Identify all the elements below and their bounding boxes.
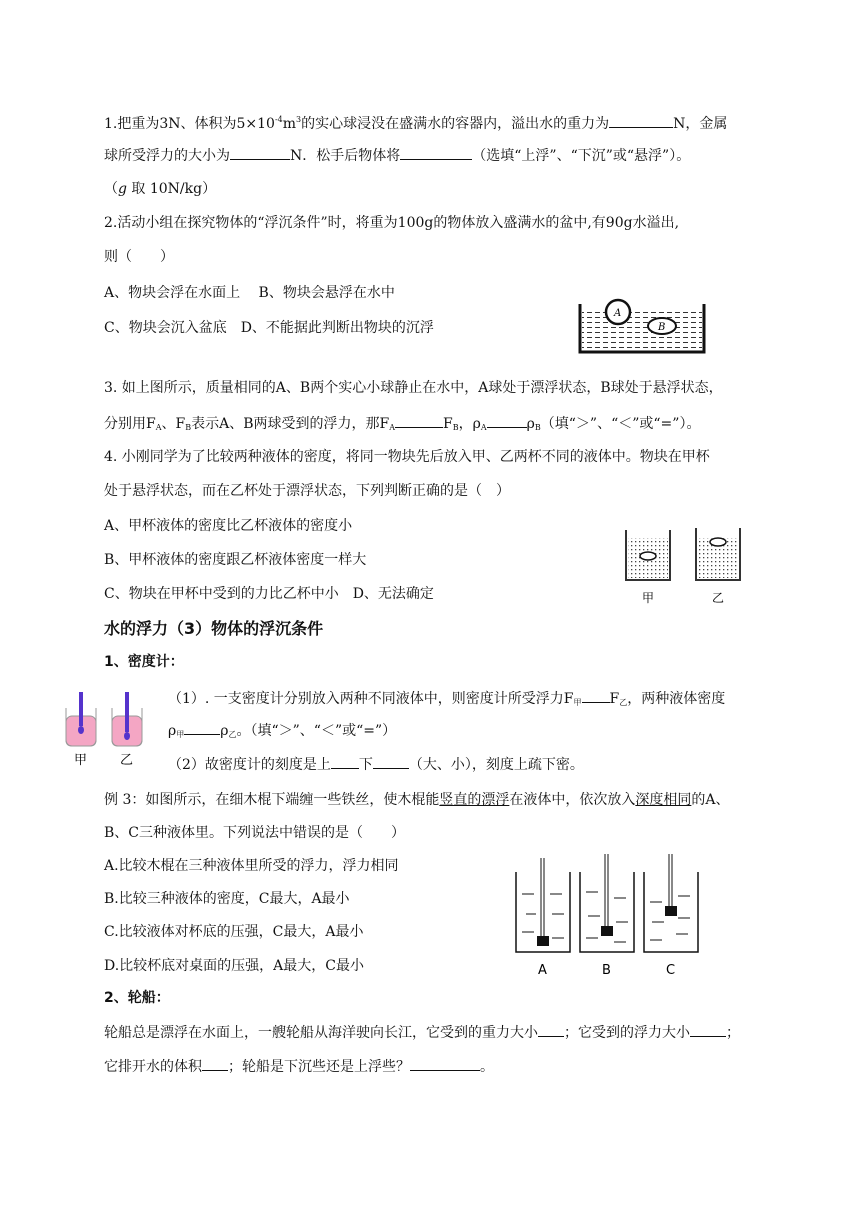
ship-text-a: 轮船总是漂浮在水面上，一艘轮船从海洋驶向长江，它受到的重力大小 bbox=[104, 1025, 538, 1041]
q2-line1: 2.活动小组在探究物体的“浮沉条件”时，将重为100g的物体放入盛满水的盆中,有90g水溢出, bbox=[104, 215, 680, 231]
hydro-sub-yi2: 乙 bbox=[228, 730, 237, 739]
ship-text-d: 它排开水的体积 bbox=[104, 1059, 202, 1075]
hydro-text-a: （1）. 一支密度计分别放入两种不同液体中，则密度计所受浮力F bbox=[168, 691, 574, 707]
ship-line2 bbox=[104, 1056, 494, 1077]
hydro-scale-a: （2）故密度计的刻度是上 bbox=[168, 757, 331, 773]
ship-blank-2[interactable] bbox=[690, 1022, 726, 1037]
hydrometer-q1-line2 bbox=[168, 720, 396, 745]
beaker-label-b: B bbox=[602, 963, 611, 978]
hydro-text-b: F bbox=[609, 691, 620, 707]
ship-blank-3[interactable] bbox=[202, 1056, 228, 1071]
ex3-underline-1: 竖直的漂浮 bbox=[439, 792, 510, 808]
beaker-label-c: C bbox=[666, 963, 676, 978]
q3-text-a: 分别用F bbox=[104, 416, 156, 432]
q2-option-cd: C、物块会沉入盆底 D、不能据此判断出物块的沉浮 bbox=[104, 320, 434, 336]
section-title: 水的浮力（3）物体的浮沉条件 bbox=[104, 619, 324, 638]
ship-blank-4[interactable] bbox=[410, 1056, 480, 1071]
q1-g-symbol: g bbox=[118, 181, 127, 197]
q1-text-a3: N，金属 bbox=[673, 116, 728, 132]
ship-blank-1[interactable] bbox=[538, 1022, 564, 1037]
hydro-rho-a: ρ bbox=[168, 723, 177, 739]
ship-line1 bbox=[104, 1022, 740, 1043]
hydrometer-figure bbox=[62, 688, 154, 768]
q3-sub-b2: B bbox=[452, 423, 459, 432]
q3-blank-1[interactable] bbox=[395, 413, 443, 428]
q1-line1 bbox=[104, 110, 727, 134]
hydro-text-d: 。（填“＞”、“＜”或“=”） bbox=[236, 723, 397, 739]
hydro-sub-yi: 乙 bbox=[619, 698, 628, 707]
q2-line2: 则（ ） bbox=[104, 249, 174, 265]
q3-sub-b: B bbox=[185, 423, 192, 432]
q4-line1: 4. 小刚同学为了比较两种液体的密度，将同一物块先后放入甲、乙两杯不同的液体中。物块在甲杯 bbox=[104, 449, 710, 465]
two-cups-figure bbox=[618, 520, 748, 612]
q4-option-b: B、甲杯液体的密度跟乙杯液体密度一样大 bbox=[104, 552, 367, 568]
cup-label-jia: 甲 bbox=[642, 591, 655, 605]
basin-figure bbox=[570, 290, 710, 358]
q1-text-c1: （ bbox=[104, 181, 118, 197]
q1-unit: m bbox=[282, 116, 297, 132]
q1-blank-1[interactable] bbox=[609, 113, 673, 128]
q3-line1: 3. 如上图所示，质量相同的A、B两个实心小球静止在水中，A球处于漂浮状态，B球处于悬浮状态， bbox=[104, 380, 723, 396]
q1-text-a1: 1.把重为3N、体积为5×10 bbox=[104, 116, 275, 132]
hydro-blank-4[interactable] bbox=[373, 754, 409, 769]
q3-text-g: （填“＞”、“＜”或“=”）。 bbox=[540, 416, 701, 432]
hydro-label-jia: 甲 bbox=[74, 753, 88, 768]
q3-text-f: ρ bbox=[526, 416, 535, 432]
q3-blank-2[interactable] bbox=[487, 413, 527, 428]
hydrometer-q2-line bbox=[168, 754, 584, 775]
q3-text-d: F bbox=[443, 416, 453, 432]
q1-text-b3: （选填“上浮”、“下沉”或“悬浮”）。 bbox=[472, 148, 691, 164]
ball-b-label: B bbox=[658, 322, 666, 333]
q1-exp2: 3 bbox=[296, 115, 302, 124]
q4-option-a: A、甲杯液体的密度比乙杯液体的密度小 bbox=[104, 518, 353, 534]
three-beakers-figure bbox=[508, 852, 710, 980]
ex3-option-d: D.比较杯底对桌面的压强，A最大，C最小 bbox=[104, 958, 364, 974]
q1-blank-3[interactable] bbox=[400, 145, 472, 160]
hydro-scale-b: 下 bbox=[358, 757, 373, 773]
q1-text-b1: 球所受浮力的大小为 bbox=[104, 148, 230, 164]
q1-blank-2[interactable] bbox=[230, 145, 290, 160]
ex3-underline-2: 深度相同 bbox=[635, 792, 692, 808]
q3-text-b: 、F bbox=[161, 416, 186, 432]
ship-text-c: ； bbox=[726, 1025, 740, 1041]
hydro-label-yi: 乙 bbox=[120, 753, 134, 768]
hydro-sub-jia2: 甲 bbox=[176, 730, 185, 739]
ex3-text-b: 在液体中，依次放入 bbox=[509, 792, 636, 808]
q4-option-cd: C、物块在甲杯中受到的力比乙杯中小 D、无法确定 bbox=[104, 586, 434, 602]
hydrometer-heading: 1、密度计： bbox=[104, 654, 184, 670]
q2-option-ab: A、物块会浮在水面上 B、物块会悬浮在水中 bbox=[104, 285, 395, 301]
ex3-line1 bbox=[104, 790, 729, 810]
q3-sub-b3: B bbox=[534, 423, 541, 432]
q1-text-a2: 的实心球浸没在盛满水的容器内，溢出水的重力为 bbox=[301, 116, 610, 132]
hydro-blank-3[interactable] bbox=[331, 754, 359, 769]
hydrometer-q1-line1 bbox=[168, 688, 725, 713]
cup-label-yi: 乙 bbox=[712, 591, 725, 605]
q3-sub-a: A bbox=[155, 423, 162, 432]
q1-line2 bbox=[104, 145, 690, 166]
q1-text-b2: N．松手后物体将 bbox=[290, 148, 401, 164]
q4-line2: 处于悬浮状态，而在乙杯处于漂浮状态，下列判断正确的是（ ） bbox=[104, 483, 510, 499]
q1-text-c2: 取 10N/kg） bbox=[126, 181, 217, 197]
ex3-line2: B、C三种液体里。下列说法中错误的是（ ） bbox=[104, 825, 405, 841]
hydro-blank-1[interactable] bbox=[582, 688, 610, 703]
ex3-text-a: 例 3：如图所示，在细木棍下端缠一些铁丝，使木棍能 bbox=[104, 792, 440, 808]
q1-line3 bbox=[104, 179, 216, 199]
ex3-text-c: 的A、 bbox=[691, 792, 730, 808]
hydro-scale-c: （大、小），刻度上疏下密。 bbox=[408, 757, 584, 773]
q3-sub-a3: A bbox=[480, 423, 487, 432]
hydro-blank-2[interactable] bbox=[184, 720, 220, 735]
hydro-rho-b: ρ bbox=[220, 723, 229, 739]
beaker-label-a: A bbox=[538, 963, 547, 978]
ship-text-f: 。 bbox=[480, 1059, 494, 1075]
ex3-option-a: A.比较木棍在三种液体里所受的浮力，浮力相同 bbox=[104, 858, 399, 874]
ex3-option-b: B.比较三种液体的密度，C最大，A最小 bbox=[104, 891, 350, 907]
hydro-sub-jia: 甲 bbox=[573, 698, 582, 707]
ship-text-b: ；它受到的浮力大小 bbox=[564, 1025, 690, 1041]
q3-text-e: ，ρ bbox=[458, 416, 481, 432]
hydro-text-c: ，两种液体密度 bbox=[627, 691, 726, 707]
ex3-option-c: C.比较液体对杯底的压强，C最大，A最小 bbox=[104, 924, 364, 940]
q3-text-c: 表示A、B两球受到的浮力，那F bbox=[191, 416, 390, 432]
ship-heading: 2、轮船： bbox=[104, 990, 170, 1006]
q3-line2 bbox=[104, 413, 700, 438]
q1-exp1: -4 bbox=[274, 115, 283, 124]
ball-a-label: A bbox=[614, 308, 622, 319]
q3-sub-a2: A bbox=[389, 423, 396, 432]
ship-text-e: ；轮船是下沉些还是上浮些？ bbox=[228, 1059, 410, 1075]
